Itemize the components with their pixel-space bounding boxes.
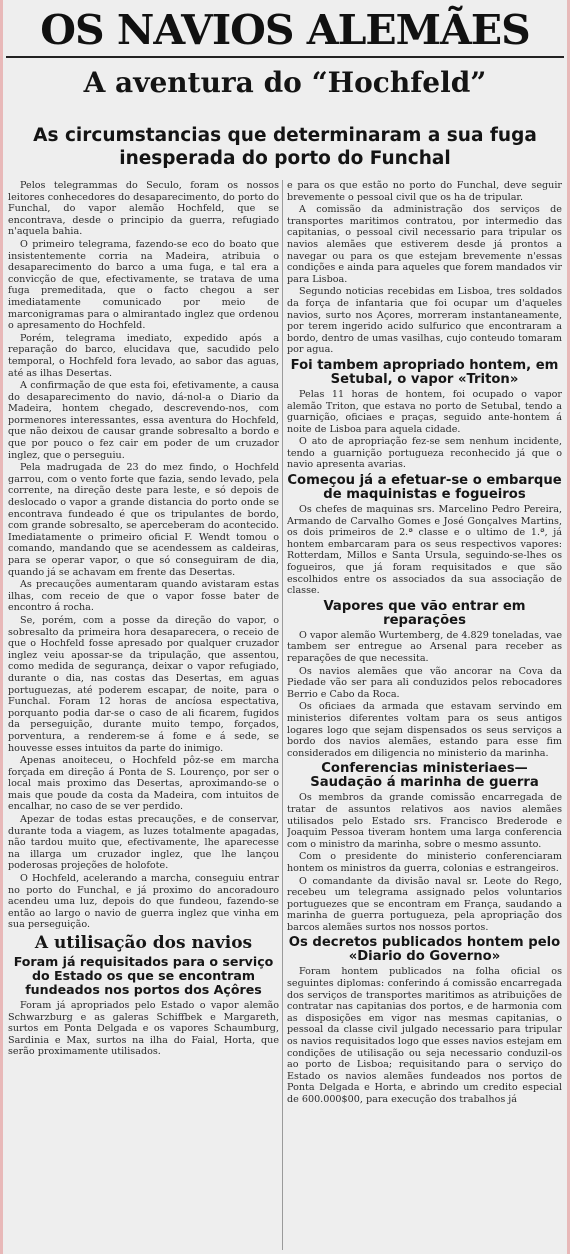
left-column	[8, 180, 279, 1252]
paragraph: Porém, telegrama imediato, expedido após a reparação do barco, elucidava que, sacudido pelo temporal, o Hochfeld fora levado, ao sabor das aguas, até as ilhas Desertas.	[8, 332, 279, 379]
page-edge-left	[0, 0, 3, 1254]
paragraph: A comissão da administração dos serviços de transportes maritimos contratou, por intermedio das capitanias, o pessoal civil necessario para tripular os navios alemães que estiverem desde já prontos a navegar ou para os que estejam brevemente n'essas condições e ainda para aqueles que forem mandados vir para Lisboa.	[287, 204, 562, 285]
section-title: Os decretos publicados hontem pelo «Diario do Governo»	[288, 935, 561, 965]
paragraph: O ato de apropriação fez-se sem nenhum incidente, tendo a guarnição portugueza reconhecido já que o navio apresenta avarias.	[287, 436, 562, 471]
paragraph: Os chefes de maquinas srs. Marcelino Pedro Pereira, Armando de Carvalho Gomes e José Gonçalves Martins, os dois primeiros de 2.ª classe e o ultimo de 1.ª, já hontem embarcaram para os seus respectivos vapores: Rotterdam, Millos e Santa Ursula, seguindo-se-lhes os fogueiros, que já foram requisitados e que são escolhidos entre os associados da sua associação de classe.	[287, 504, 562, 597]
section-title: A utilisação dos navios	[34, 933, 253, 953]
paragraph: O comandante da divisão naval sr. Leote do Rego, recebeu um telegrama assignado pelos voluntarios portuguezes que se encontram em França, saudando a marinha de guerra portugueza, pela apropriação dos barcos alemães surtos nos nossos portos.	[287, 875, 562, 933]
paragraph: e para os que estão no porto do Funchal, deve seguir brevemente o pessoal civil que os ha de tripular.	[287, 180, 562, 203]
paragraph: Se, porém, com a posse da direção do vapor, o sobresalto da primeira hora desaparecera, o receio de que o Hochfeld fosse apresado por qualquer cruzador inglez veiu apossar-se da tripulação, que assentou, como medida de segurança, deixar o vapor refugiado, durante o dia, nas costas das Desertas, em aguas portuguezas, até poderem escapar, de noite, para o Funchal. Foram 12 horas de ancíosa espectativa, porquanto podia dar-se o caso de ali ficarem, fugidos da perseguição, durante muito tempo, forçados, porventura, a renderem-se á fome e á sede, se houvesse esses intuitos da parte do inimigo.	[8, 614, 279, 754]
paragraph: Foram hontem publicados na folha oficial os seguintes diplomas: conferindo á comissão encarregada dos serviços de transportes maritimos as atribuições de contratar nas capitanias dos portos, e de harmonia com as disposições em vigor nas mesmas capitanias, o pessoal da classe civil julgado necessario para tripular os navios requisitados logo que esses navios estejam em condições de utilisação ou seja necessario conduzil-os ao porto de Lisboa; requisitando para o serviço do Estado os navios alemães fundeados nos portos de Ponta Delgada e Horta, e abrindo um credito especial de 600.000$00, para execução dos trabalhos já	[287, 966, 562, 1105]
section-title: Vapores que vão entrar em reparações	[323, 598, 526, 628]
paragraph: O vapor alemão Wurtemberg, de 4.829 toneladas, vae tambem ser entregue ao Arsenal para receber as reparações de que necessita.	[287, 629, 562, 664]
headline: OS NAVIOS ALEMÃES	[6, 6, 564, 58]
paragraph: O Hochfeld, acelerando a marcha, conseguiu entrar no porto do Funchal, e já proximo do ancoradouro acendeu uma luz, depois do que fundeou, fazendo-se então ao largo o navio de guerra inglez que vinha em sua perseguição.	[8, 873, 279, 931]
column-rule	[282, 180, 283, 1250]
paragraph: Pela madrugada de 23 do mez findo, o Hochfeld garrou, com o vento forte que fazia, sendo levado, pela corrente, na direção deste para leste, e só depois de deslocado o vapor a grande distancia do porto onde se encontrava fundeado é que os tripulantes de bordo, com grande sobresalto, se aperceberam do acontecido. Imediatamente o primeiro oficial F. Wendt tomou o comando, mandando que se acendessem as caldeiras, para se operar vapor, o que só conseguiram de dia, quando já se achavam em frente das Desertas.	[8, 462, 279, 578]
paragraph: Pelos telegrammas do Seculo, foram os nossos leitores conhecedores do desaparecimento, do porto do Funchal, do vapor alemão Hochfeld, que se encontrava, desde o principio da guerra, refugiado n'aquela bahia.	[8, 180, 279, 238]
paragraph: As precauções aumentaram quando avistaram estas ilhas, com receio de que o vapor fosse bater de encontro á rocha.	[8, 579, 279, 614]
paragraph: Com o presidente do ministerio conferenciaram hontem os ministros da guerra, colonias e estrangeiros.	[287, 851, 562, 874]
paragraph: A confirmação de que esta foi, efetivamente, a causa do desaparecimento do navio, dá-nol-a o Diario da Madeira, hontem chegado, descrevendo-nos, com pormenores interessantes, essa aventura do Hochfeld, que não deixou de causar grande sobresalto a bordo e que por pouco o fez cair em poder de um cruzador inglez, que o perseguiu.	[8, 380, 279, 461]
section-title: Conferencias ministeriaes—Saudação á marinha de guerra	[310, 761, 539, 791]
section-title: Começou já a efetuar-se o embarque de maquinistas e fogueiros	[287, 473, 562, 503]
section-title: Foi tambem apropriado hontem, em Setubal, o vapor «Triton»	[290, 357, 559, 387]
paragraph: Os oficiaes da armada que estavam servindo em ministerios diferentes voltam para os seus antigos logares logo que sejam dispensados os seus serviços a bordo dos navios alemães, estando para esse fim considerados em diligencia no ministerio da marinha.	[287, 701, 562, 759]
paragraph: Apenas anoiteceu, o Hochfeld pôz-se em marcha forçada em direção á Ponta de S. Lourenço, por ser o local mais proximo das Desertas, aproximando-se o mais que poude da costa da Madeira, com intuitos de encalhar, no caso de se ver perdido.	[8, 755, 279, 813]
paragraph: Os navios alemães que vão ancorar na Cova da Piedade vão ser para ali conduzidos pelos rebocadores Berrio e Cabo da Roca.	[287, 665, 562, 700]
paragraph: O primeiro telegrama, fazendo-se eco do boato que insistentemente corria na Madeira, atribuia o desaparecimento do barco a uma fuga, e tal era a convicção de que, efectivamente, se tratava de uma fuga premeditada, que o facto chegou a ser imediatamente comunicado por meio de marconigramas para o almirantado inglez que ordenou o apresamento do Hochfeld.	[8, 238, 279, 332]
right-column	[287, 180, 562, 1252]
paragraph: Segundo noticias recebidas em Lisboa, tres soldados da força de infantaria que foi ocupar um d'aqueles navios, surto nos Açores, morreram instantaneamente, por terem ingerido acido sulfurico que encontraram a bordo, dentro de umas vasilhas, cujo conteudo tomaram por agua.	[287, 286, 562, 356]
paragraph: Os membros da grande comissão encarregada de tratar de assuntos relativos aos navios alemães utilisados pelo Estado srs. Francisco Brederode e Joaquim Pessoa tiveram hontem uma larga conferencia com o ministro da marinha, sobre o mesmo assunto.	[287, 792, 562, 850]
deck: As circumstancias que determinaram a sua fuga inesperada do porto do Funchal	[33, 125, 537, 169]
section-subtitle: Foram já requisitados para o serviço do Estado os que se encontram fundeados nos portos dos Açôres	[13, 954, 274, 997]
paragraph: Foram já apropriados pelo Estado o vapor alemão Schwarzburg e as galeras Schiffbek e Margareth, surtos em Ponta Delgada e os vapores Schaumburg, Sardinia e Max, surtos na ilha do Faial, Horta, que serão proximamente utilisados.	[8, 1000, 279, 1058]
paragraph: Pelas 11 horas de hontem, foi ocupado o vapor alemão Triton, que estava no porto de Setubal, tendo a guarnição, oficiaes e praças, seguido ante-hontem á noite de Lisboa para aquela cidade.	[287, 388, 562, 435]
subheadline: A aventura do “Hochfeld”	[83, 66, 487, 99]
paragraph: Apezar de todas estas precauções, e de conservar, durante toda a viagem, as luzes totalmente apagadas, não tardou muito que, efectivamente, lhe aparecesse na illarga um cruzador inglez, que lhe lançou poderosas projeções de holofote.	[8, 814, 279, 872]
